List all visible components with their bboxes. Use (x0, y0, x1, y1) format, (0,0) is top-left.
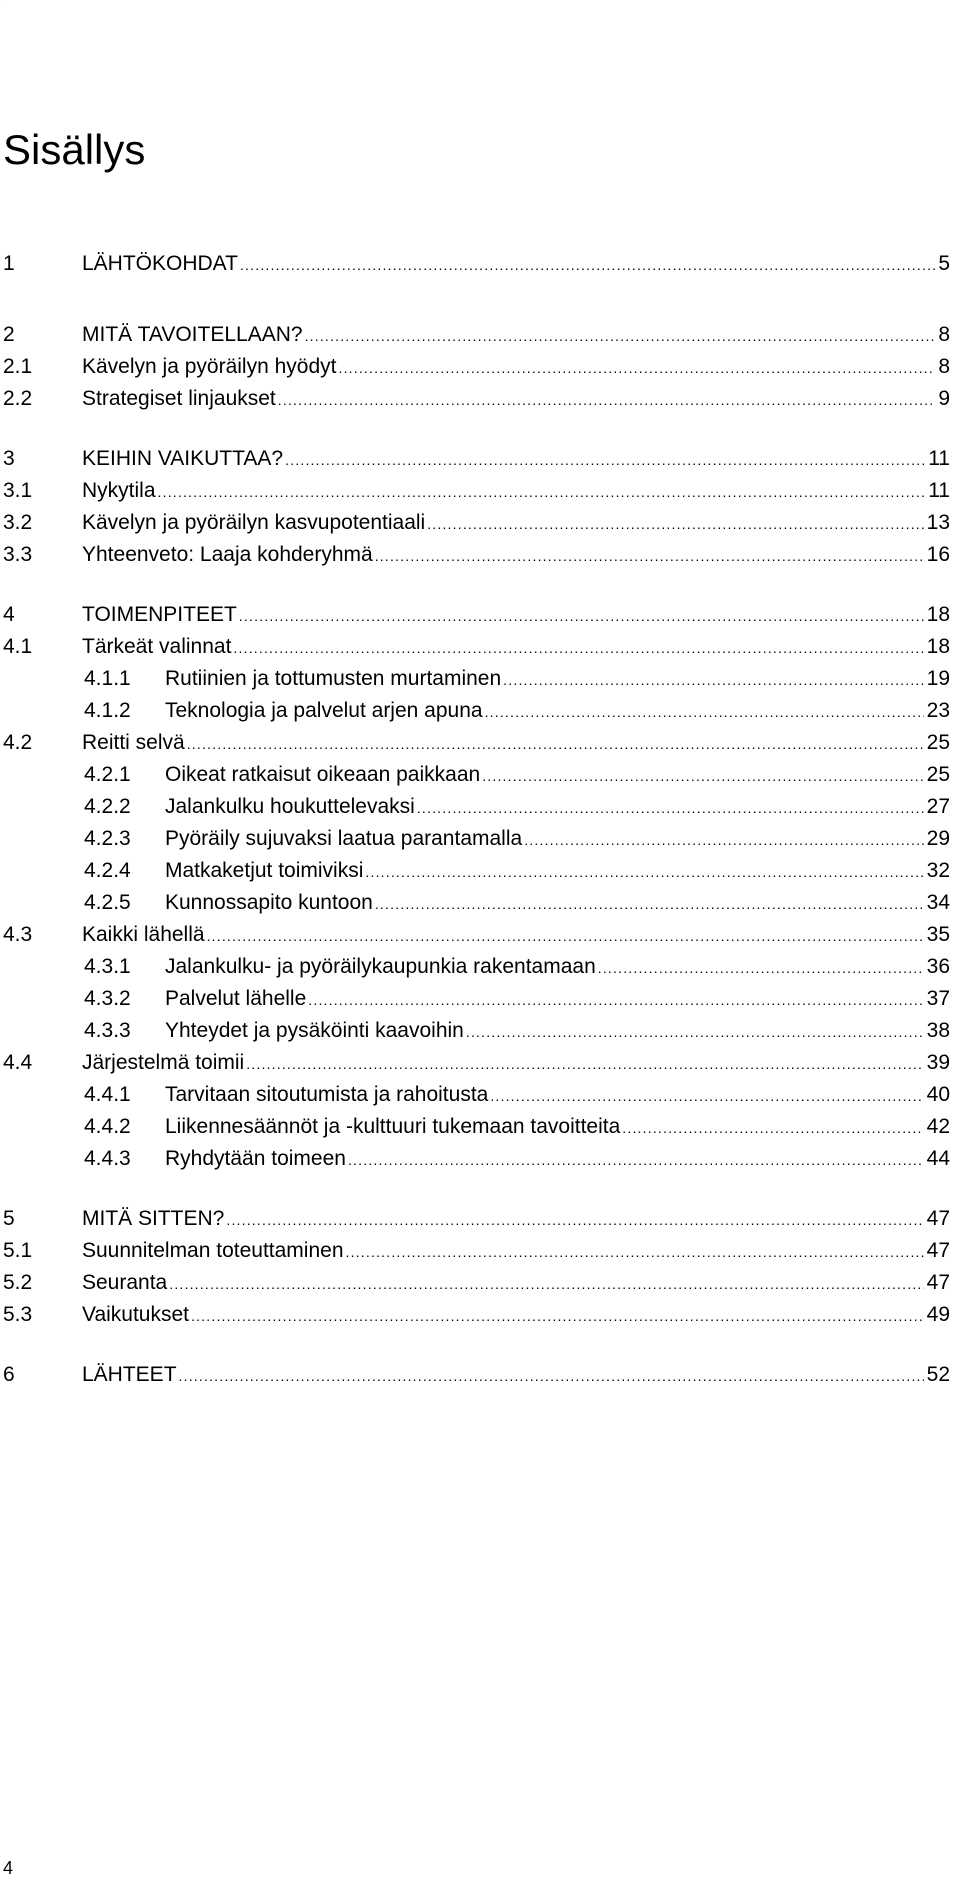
toc-entry-line (82, 631, 950, 664)
toc-dot-leader (239, 600, 924, 632)
toc-entry[interactable] (0, 319, 960, 351)
toc-entry-number: 5.3 (3, 1303, 33, 1326)
toc-entry-label: KEIHIN VAIKUTTAA? (82, 443, 285, 475)
toc-entry-page: 40 (926, 1083, 950, 1106)
toc-entry-line (165, 1111, 950, 1144)
toc-entry-label: Nykytila (82, 475, 158, 507)
toc-entry-number: 4.2.1 (84, 763, 131, 786)
toc-entry-number: 4.1.1 (84, 667, 131, 690)
toc-entry-line (82, 1359, 950, 1392)
toc-entry-line (82, 599, 950, 632)
toc-entry-page: 18 (926, 635, 950, 658)
toc-dot-leader (233, 632, 923, 664)
toc-entry-label: Oikeat ratkaisut oikeaan paikkaan (165, 759, 482, 791)
toc-entry[interactable] (0, 248, 960, 280)
toc-entry-label: Reitti selvä (82, 727, 187, 759)
toc-entry-number: 4.4.3 (84, 1147, 131, 1170)
toc-entry-page: 11 (928, 479, 950, 502)
page-title: Sisällys (3, 126, 146, 173)
toc-entry-label: Matkaketjut toimiviksi (165, 855, 365, 887)
toc-entry-line (165, 759, 950, 792)
toc-entry-number: 4.2.2 (84, 795, 131, 818)
toc-entry-line (165, 1143, 950, 1176)
toc-entry-number: 4 (3, 603, 15, 626)
toc-entry-page: 16 (926, 543, 950, 566)
toc-entry[interactable] (0, 791, 960, 823)
toc-entry-number: 4.4.1 (84, 1083, 131, 1106)
toc-dot-leader (246, 1048, 923, 1080)
toc-entry-number: 3.3 (3, 543, 33, 566)
toc-entry[interactable] (0, 599, 960, 631)
toc-entry-label: LÄHTEET (82, 1359, 179, 1391)
toc-entry-page: 27 (926, 795, 950, 818)
toc-entry[interactable] (0, 1299, 960, 1331)
toc-entry-line (82, 1267, 950, 1300)
toc-entry-line (82, 1235, 950, 1268)
toc-entry-page: 39 (926, 1051, 950, 1074)
toc-entry-number: 4.4 (3, 1051, 33, 1074)
toc-entry-label: Kävelyn ja pyöräilyn hyödyt (82, 351, 338, 383)
toc-entry-number: 4.2.3 (84, 827, 131, 850)
toc-entry-page: 52 (926, 1363, 950, 1386)
toc-entry[interactable] (0, 727, 960, 759)
toc-entry-line (82, 1203, 950, 1236)
toc-entry[interactable] (0, 695, 960, 727)
toc-dot-leader (338, 352, 935, 384)
toc-entry[interactable] (0, 823, 960, 855)
toc-entry-page: 8 (938, 323, 950, 346)
toc-entry-number: 3 (3, 447, 15, 470)
toc-entry-line (82, 248, 950, 281)
toc-dot-leader (485, 696, 924, 728)
toc-entry-label: TOIMENPITEET (82, 599, 239, 631)
toc-entry-page: 44 (926, 1147, 950, 1170)
toc-entry-label: Jalankulku- ja pyöräilykaupunkia rakentamaan (165, 951, 598, 983)
toc-entry-line (165, 1015, 950, 1048)
toc-entry-page: 25 (926, 731, 950, 754)
toc-entry-label: Järjestelmä toimii (82, 1047, 246, 1079)
toc-dot-leader (240, 249, 935, 281)
toc-entry-line (165, 663, 950, 696)
toc-entry-label: Seuranta (82, 1267, 169, 1299)
toc-entry-label: Tärkeät valinnat (82, 631, 233, 663)
toc-entry-page: 23 (926, 699, 950, 722)
toc-entry-label: MITÄ TAVOITELLAAN? (82, 319, 305, 351)
toc-entry-page: 37 (926, 987, 950, 1010)
toc-entry-number: 4.3 (3, 923, 33, 946)
toc-entry-number: 5 (3, 1207, 15, 1230)
toc-dot-leader (348, 1144, 924, 1176)
toc-entry-number: 2 (3, 323, 15, 346)
toc-entry-number: 4.2.5 (84, 891, 131, 914)
toc-dot-leader (482, 760, 923, 792)
toc-entry[interactable] (0, 1235, 960, 1267)
toc-entry-page: 11 (928, 447, 950, 470)
toc-entry-line (82, 443, 950, 476)
toc-entry-label: Liikennesäännöt ja -kulttuuri tukemaan tavoitteita (165, 1111, 622, 1143)
toc-entry-number: 5.2 (3, 1271, 33, 1294)
toc-entry[interactable] (0, 443, 960, 475)
toc-entry-line (165, 855, 950, 888)
toc-dot-leader (305, 320, 936, 352)
toc-entry-page: 8 (938, 355, 950, 378)
toc-entry[interactable] (0, 1047, 960, 1079)
toc-entry-page: 42 (926, 1115, 950, 1138)
toc-entry-page: 13 (926, 511, 950, 534)
toc-entry-label: Kunnossapito kuntoon (165, 887, 375, 919)
toc-entry-page: 47 (926, 1271, 950, 1294)
toc-entry-label: MITÄ SITTEN? (82, 1203, 226, 1235)
toc-dot-leader (179, 1360, 924, 1392)
toc-entry-label: Strategiset linjaukset (82, 383, 278, 415)
toc-dot-leader (226, 1204, 923, 1236)
toc-entry-label: Kävelyn ja pyöräilyn kasvupotentiaali (82, 507, 427, 539)
toc-entry[interactable] (0, 507, 960, 539)
toc-entry-page: 36 (926, 955, 950, 978)
toc-entry-line (165, 695, 950, 728)
toc-dot-leader (417, 792, 924, 824)
toc-entry-number: 1 (3, 252, 15, 275)
toc-dot-leader (466, 1016, 924, 1048)
toc-entry-label: LÄHTÖKOHDAT (82, 248, 240, 280)
toc-entry[interactable] (0, 539, 960, 571)
toc-entry-line (82, 319, 950, 352)
toc-entry-label: Jalankulku houkuttelevaksi (165, 791, 417, 823)
toc-entry-line (82, 1299, 950, 1332)
toc-entry-line (165, 791, 950, 824)
toc-dot-leader (375, 540, 924, 572)
toc-entry-number: 6 (3, 1363, 15, 1386)
toc-entry[interactable] (0, 1111, 960, 1143)
toc-entry-line (82, 507, 950, 540)
toc-entry[interactable] (0, 951, 960, 983)
toc-entry-number: 4.4.2 (84, 1115, 131, 1138)
toc-entry-line (165, 983, 950, 1016)
toc-entry-label: Pyöräily sujuvaksi laatua parantamalla (165, 823, 524, 855)
toc-entry[interactable] (0, 1143, 960, 1175)
toc-entry[interactable] (0, 383, 960, 415)
toc-entry-number: 2.1 (3, 355, 33, 378)
toc-entry-number: 4.3.3 (84, 1019, 131, 1042)
toc-entry-line (82, 727, 950, 760)
toc-entry[interactable] (0, 1079, 960, 1111)
toc-entry-page: 38 (926, 1019, 950, 1042)
toc-entry-number: 4.3.2 (84, 987, 131, 1010)
toc-entry-number: 4.3.1 (84, 955, 131, 978)
toc-dot-leader (308, 984, 923, 1016)
toc-entry-number: 3.2 (3, 511, 33, 534)
toc-entry-line (165, 951, 950, 984)
toc-entry-page: 9 (938, 387, 950, 410)
scan-mark: · (0, 0, 2, 6)
toc-entry-label: Kaikki lähellä (82, 919, 207, 951)
toc-entry-page: 49 (926, 1303, 950, 1326)
toc-entry-page: 35 (926, 923, 950, 946)
toc-dot-leader (375, 888, 924, 920)
toc-entry[interactable] (0, 1267, 960, 1299)
toc-entry-page: 29 (926, 827, 950, 850)
toc-entry-label: Vaikutukset (82, 1299, 191, 1331)
toc-entry-page: 32 (926, 859, 950, 882)
toc-entry[interactable] (0, 1015, 960, 1047)
toc-entry[interactable] (0, 919, 960, 951)
toc-entry[interactable] (0, 631, 960, 663)
toc-dot-leader (427, 508, 923, 540)
toc-entry-page: 34 (926, 891, 950, 914)
toc-entry-label: Yhteenveto: Laaja kohderyhmä (82, 539, 375, 571)
toc-entry-line (82, 383, 950, 416)
toc-dot-leader (622, 1112, 923, 1144)
toc-entry-page: 47 (926, 1239, 950, 1262)
toc-entry[interactable] (0, 663, 960, 695)
toc-entry-page: 19 (926, 667, 950, 690)
toc-dot-leader (158, 476, 926, 508)
toc-dot-leader (207, 920, 924, 952)
toc-entry-page: 18 (926, 603, 950, 626)
toc-entry-line (165, 887, 950, 920)
toc-entry-label: Tarvitaan sitoutumista ja rahoitusta (165, 1079, 490, 1111)
toc-entry-number: 4.1.2 (84, 699, 131, 722)
toc-dot-leader (169, 1268, 923, 1300)
page-number: 4 (3, 1858, 14, 1878)
toc-entry[interactable] (0, 855, 960, 887)
toc-dot-leader (598, 952, 924, 984)
toc-entry-number: 4.2 (3, 731, 33, 754)
toc-entry-label: Suunnitelman toteuttaminen (82, 1235, 346, 1267)
toc-dot-leader (524, 824, 923, 856)
toc-entry[interactable] (0, 887, 960, 919)
toc-entry[interactable] (0, 983, 960, 1015)
toc-entry-line (82, 475, 950, 508)
toc-dot-leader (278, 384, 936, 416)
toc-entry[interactable] (0, 475, 960, 507)
toc-entry-line (165, 823, 950, 856)
toc-entry-label: Palvelut lähelle (165, 983, 308, 1015)
toc-entry-label: Yhteydet ja pysäköinti kaavoihin (165, 1015, 466, 1047)
toc-entry-number: 4.2.4 (84, 859, 131, 882)
toc-entry-page: 5 (938, 252, 950, 275)
toc-entry[interactable] (0, 1203, 960, 1235)
toc-dot-leader (187, 728, 924, 760)
toc-entry-line (82, 1047, 950, 1080)
toc-entry-label: Rutiinien ja tottumusten murtaminen (165, 663, 503, 695)
toc-entry-number: 4.1 (3, 635, 33, 658)
toc-entry-line (82, 351, 950, 384)
toc-entry-number: 2.2 (3, 387, 33, 410)
toc-entry-label: Ryhdytään toimeen (165, 1143, 348, 1175)
toc-entry[interactable] (0, 351, 960, 383)
toc-entry-page: 47 (926, 1207, 950, 1230)
toc-entry-line (82, 539, 950, 572)
toc-dot-leader (191, 1300, 924, 1332)
toc-dot-leader (503, 664, 923, 696)
toc-dot-leader (365, 856, 923, 888)
toc-dot-leader (346, 1236, 924, 1268)
toc-entry[interactable] (0, 759, 960, 791)
toc-dot-leader (490, 1080, 923, 1112)
toc-dot-leader (285, 444, 925, 476)
toc-entry-page: 25 (926, 763, 950, 786)
toc-entry-number: 3.1 (3, 479, 33, 502)
toc-entry[interactable] (0, 1359, 960, 1391)
toc-entry-label: Teknologia ja palvelut arjen apuna (165, 695, 485, 727)
toc-entry-line (165, 1079, 950, 1112)
toc-entry-number: 5.1 (3, 1239, 33, 1262)
toc-entry-line (82, 919, 950, 952)
